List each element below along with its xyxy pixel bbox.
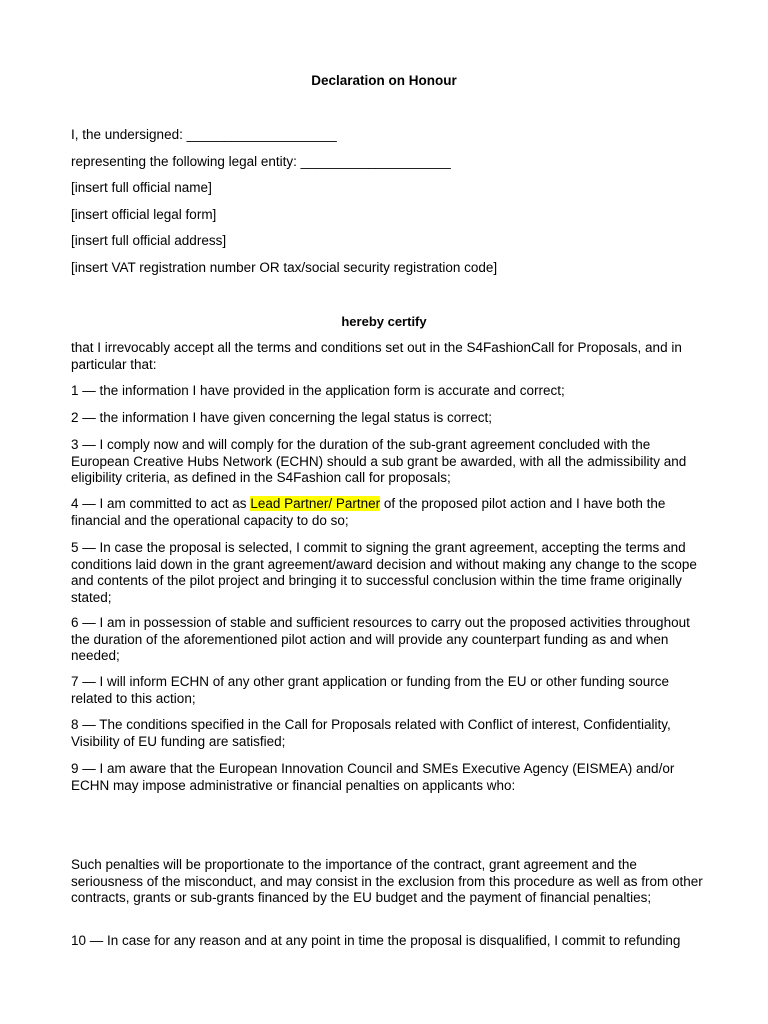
item-4-end: of the proposed pilot action and I have both the financial and the operational capacity to do so; — [71, 496, 666, 528]
item-5: 5 — In case the proposal is selected, I commit to signing the grant agreement, accepting the terms and conditions laid down in the grant agreement/award decision and without making any change to the scope and contents of the pilot project and bringing it to successful conclusion within the time frame originally stated; — [71, 540, 697, 605]
entity-label: representing the following legal entity: — [71, 154, 297, 169]
undersigned-line — [71, 127, 711, 143]
entity-line — [71, 154, 711, 170]
document-title: Declaration on Honour — [311, 73, 457, 88]
item-4 — [71, 496, 711, 529]
placeholder-vat: [insert VAT registration number OR tax/social security registration code] — [71, 260, 498, 275]
item-1: 1 — the information I have provided in the application form is accurate and correct; — [71, 383, 565, 398]
placeholder-full-name: [insert full official name] — [71, 180, 212, 195]
undersigned-label: I, the undersigned: — [71, 127, 183, 142]
item-4-highlight: Lead Partner/ Partner — [250, 496, 381, 511]
item-4-start: 4 — I am committed to act as — [71, 496, 251, 511]
placeholder-legal-form: [insert official legal form] — [71, 207, 217, 222]
entity-blank: ____________________ — [300, 154, 451, 169]
undersigned-blank: ____________________ — [186, 127, 337, 142]
item-10: 10 — In case for any reason and at any point in time the proposal is disqualified, I commit to refunding — [71, 933, 681, 948]
item-8: 8 — The conditions specified in the Call for Proposals related with Conflict of interest, Confidentiality, Visibility of EU funding are satisfied; — [71, 717, 671, 749]
penalties-paragraph: Such penalties will be proportionate to the importance of the contract, grant agreement and the seriousness of the misconduct, and may consist in the exclusion from this procedure as well as from other contracts, grants or sub-grants financed by the EU budget and the payment of financial penalties; — [71, 857, 703, 905]
item-6: 6 — I am in possession of stable and sufficient resources to carry out the proposed activities throughout the duration of the aforementioned pilot action and will provide any counterpart funding as and when needed; — [71, 615, 690, 663]
item-2: 2 — the information I have given concerning the legal status is correct; — [71, 410, 492, 425]
placeholder-address: [insert full official address] — [71, 233, 227, 248]
item-3: 3 — I comply now and will comply for the duration of the sub-grant agreement concluded with the European Creative Hubs Network (ECHN) should a sub grant be awarded, with all the admissibility and eligibility criteria, as defined in the S4Fashion call for proposals; — [71, 437, 687, 485]
item-9: 9 — I am aware that the European Innovation Council and SMEs Executive Agency (EISMEA) and/or ECHN may impose administrative or financial penalties on applicants who: — [71, 761, 675, 793]
intro-paragraph: that I irrevocably accept all the terms and conditions set out in the S4FashionCall for Proposals, and in particular that: — [71, 340, 682, 372]
certify-heading: hereby certify — [341, 314, 427, 329]
item-7: 7 — I will inform ECHN of any other grant application or funding from the EU or other funding source related to this action; — [71, 674, 670, 706]
